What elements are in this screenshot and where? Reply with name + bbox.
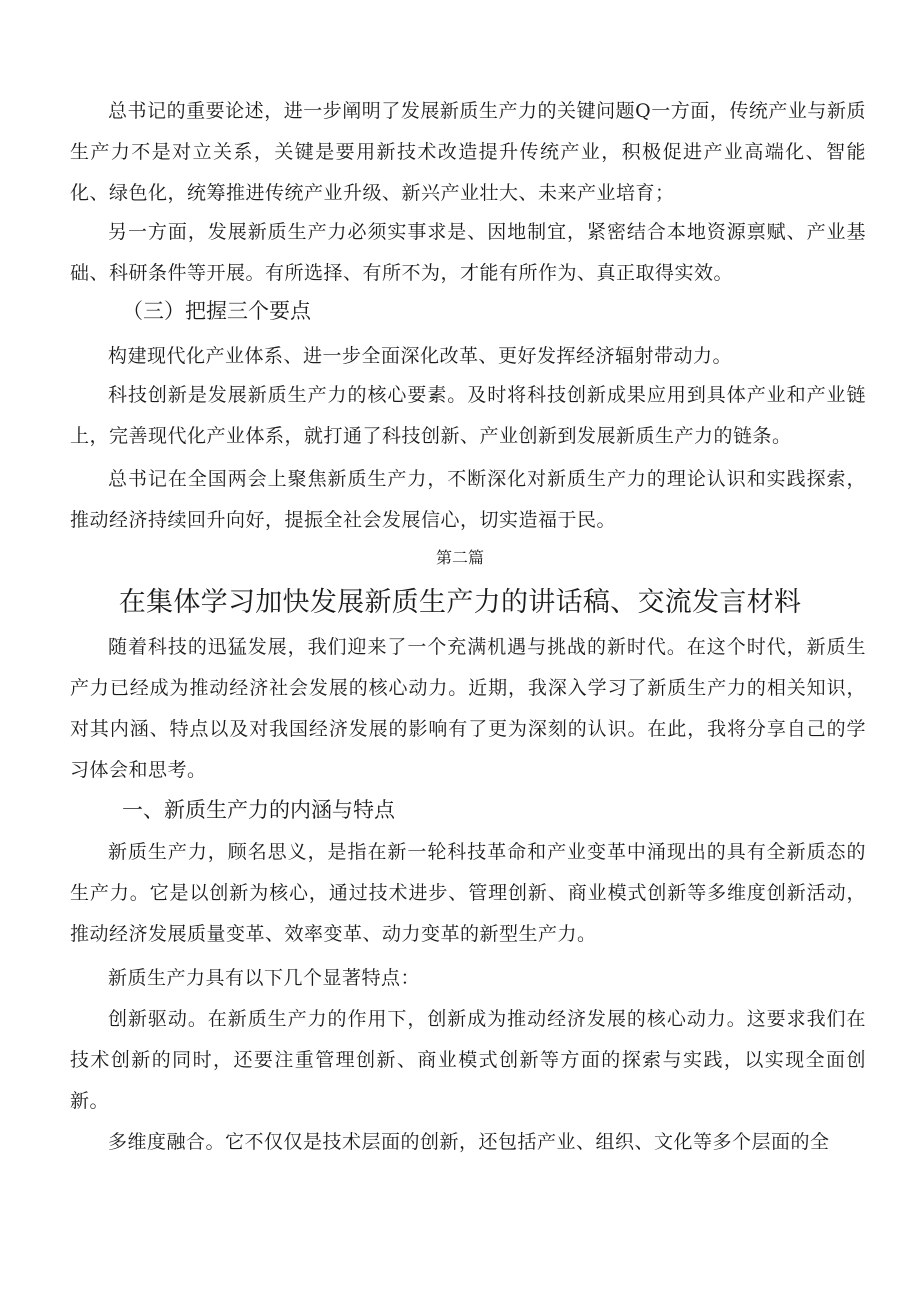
- part-label: 第二篇: [435, 548, 484, 567]
- paragraph: 创新驱动。在新质生产力的作用下，创新成为推动经济发展的核心动力。这要求我们在技术创新的同时，还要注重管理创新、商业模式创新等方面的探索与实践，以实现全面创新。: [70, 1008, 866, 1112]
- paragraph: 另一方面，发展新质生产力必须实事求是、因地制宜，紧密结合本地资源禀赋、产业基础、科研条件等开展。有所选择、有所不为，才能有所作为、真正取得实效。: [70, 221, 866, 284]
- paragraph: 科技创新是发展新质生产力的核心要素。及时将科技创新成果应用到具体产业和产业链上，完善现代化产业体系，就打通了科技创新、产业创新到发展新质生产力的链条。: [70, 384, 866, 447]
- paragraph: 随着科技的迅猛发展，我们迎来了一个充满机遇与挑战的新时代。在这个时代，新质生产力已经成为推动经济社会发展的核心动力。近期，我深入学习了新质生产力的相关知识，对其内涵、特点以及对我国经济发展的影响有了更为深刻的认识。在此，我将分享自己的学习体会和思考。: [70, 636, 866, 781]
- paragraph: 总书记在全国两会上聚焦新质生产力，不断深化对新质生产力的理论认识和实践探索，推动经济持续回升向好，提振全社会发展信心，切实造福于民。: [70, 468, 866, 531]
- section-heading: 一、新质生产力的内涵与特点: [122, 798, 395, 822]
- paragraph: 总书记的重要论述，进一步阐明了发展新质生产力的关键问题Q一方面，传统产业与新质生产力不是对立关系，关键是要用新技术改造提升传统产业，积极促进产业高端化、智能化、绿色化，统筹推进传统产业升级、新兴产业壮大、未来产业培育；: [70, 100, 866, 204]
- paragraph: 多维度融合。它不仅仅是技术层面的创新，还包括产业、组织、文化等多个层面的全: [108, 1131, 830, 1153]
- section-heading: （三）把握三个要点: [122, 299, 311, 323]
- paragraph: 新质生产力具有以下几个显著特点：: [108, 967, 421, 989]
- paragraph: 新质生产力，顾名思义，是指在新一轮科技革命和产业变革中涌现出的具有全新质态的生产力。它是以创新为核心，通过技术进步、管理创新、商业模式创新等多维度创新活动，推动经济发展质量变革、效率变革、动力变革的新型生产力。: [70, 841, 866, 945]
- paragraph: 构建现代化产业体系、进一步全面深化改革、更好发挥经济辐射带动力。: [108, 345, 733, 367]
- document-title: 在集体学习加快发展新质生产力的讲话稿、交流发言材料: [118, 587, 802, 618]
